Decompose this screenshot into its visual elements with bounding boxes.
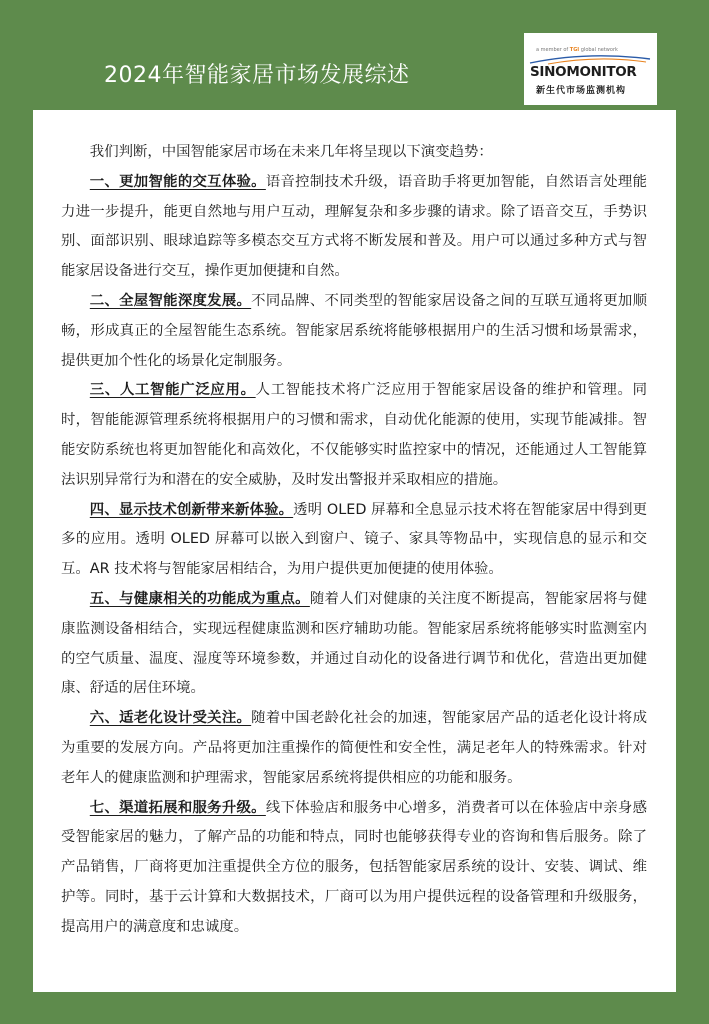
trend-paragraph-3 xyxy=(61,376,647,495)
trend-body: 随着中国老龄化社会的加速，智能家居产品的适老化设计将成为重要的发展方向。产品将更加注重操作的简便性和安全性，满足老年人的特殊需求。针对老年人的健康监测和护理需求，智能家居系统将提供相应的功能和服务。 xyxy=(61,710,647,786)
trend-paragraph-7 xyxy=(61,794,647,943)
trend-body: 线下体验店和服务中心增多，消费者可以在体验店中亲身感受智能家居的魅力，了解产品的功能和特点，同时也能够获得专业的咨询和售后服务。除了产品销售，厂商将更加注重提供全方位的服务，包括智能家居系统的设计、安装、调试、维护等。同时，基于云计算和大数据技术，厂商可以为用户提供远程的设备管理和升级服务，提高用户的满意度和忠诚度。 xyxy=(61,799,647,935)
trend-heading: 五、与健康相关的功能成为重点。 xyxy=(89,590,310,607)
trend-body: 透明 OLED 屏幕和全息显示技术将在智能家居中得到更多的应用。透明 OLED 屏幕可以嵌入到窗户、镜子、家具等物品中，实现信息的显示和交互。AR 技术将与智能家居相结合，为用户提供更加便捷的使用体验。 xyxy=(61,501,647,578)
logo-name: SINOMONITOR xyxy=(530,64,637,80)
trend-heading: 三、人工智能广泛应用。 xyxy=(89,382,256,399)
trend-heading: 二、全屋智能深度发展。 xyxy=(89,292,252,309)
sinomonitor-logo xyxy=(524,33,657,105)
trend-paragraph-1 xyxy=(61,168,647,287)
trend-paragraph-2 xyxy=(61,287,647,376)
trend-body: 随着人们对健康的关注度不断提高，智能家居将与健康监测设备相结合，实现远程健康监测和医疗辅助功能。智能家居系统将能够实时监测室内的空气质量、温度、湿度等环境参数，并通过自动化的设备进行调节和优化，营造出更加健康、舒适的居住环境。 xyxy=(61,590,647,697)
trend-heading: 六、适老化设计受关注。 xyxy=(89,710,252,727)
logo-tagline: a member of TGI global network xyxy=(536,47,618,53)
trend-paragraph-6 xyxy=(61,704,647,793)
trend-body: 人工智能技术将广泛应用于智能家居设备的维护和管理。同时，智能能源管理系统将根据用户的习惯和需求，自动优化能源的使用，实现节能减排。智能安防系统也将更加智能化和高效化，不仅能够实时监控家中的情况，还能通过人工智能算法识别异常行为和潜在的安全威胁，及时发出警报并采取相应的措施。 xyxy=(61,382,647,488)
trend-body: 不同品牌、不同类型的智能家居设备之间的互联互通将更加顺畅，形成真正的全屋智能生态系统。智能家居系统将能够根据用户的生活习惯和场景需求，提供更加个性化的场景化定制服务。 xyxy=(61,292,647,369)
trend-heading: 一、更加智能的交互体验。 xyxy=(89,173,266,190)
intro-paragraph: 我们判断，中国智能家居市场在未来几年将呈现以下演变趋势： xyxy=(89,144,493,160)
trend-body: 语音控制技术升级，语音助手将更加智能，自然语言处理能力进一步提升，能更自然地与用户互动，理解复杂和多步骤的请求。除了语音交互，手势识别、面部识别、眼球追踪等多模态交互方式将不断发展和普及。用户可以通过多种方式与智能家居设备进行交互，操作更加便捷和自然。 xyxy=(61,173,647,280)
trend-paragraph-4 xyxy=(61,496,647,585)
article-body xyxy=(61,138,647,943)
trend-paragraph-5 xyxy=(61,585,647,704)
trend-heading: 七、渠道拓展和服务升级。 xyxy=(89,799,266,816)
content-panel xyxy=(33,110,676,992)
page-title: 2024年智能家居市场发展综述 xyxy=(104,63,410,88)
trend-heading: 四、显示技术创新带来新体验。 xyxy=(89,501,294,518)
logo-subtitle: 新生代市场监测机构 xyxy=(536,86,627,96)
